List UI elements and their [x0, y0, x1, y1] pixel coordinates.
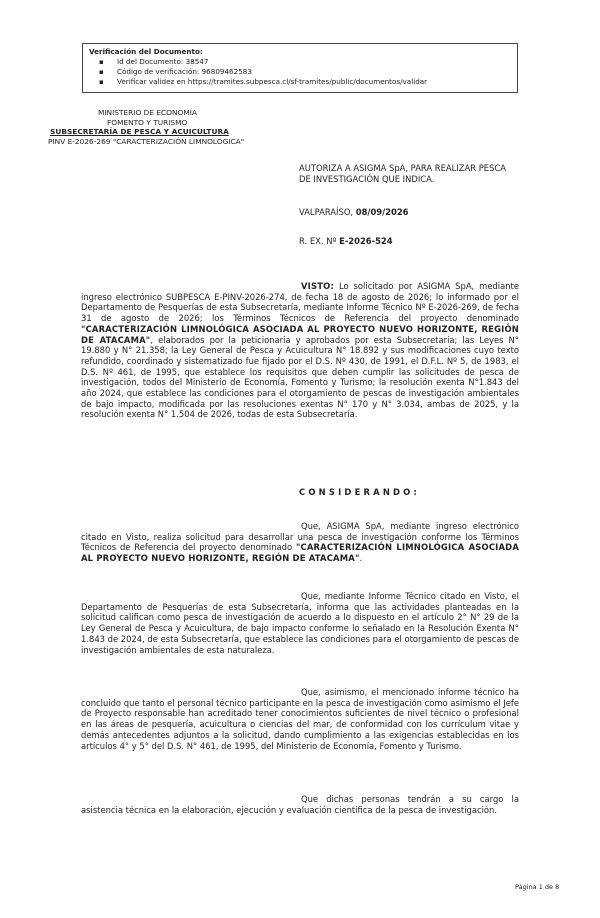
considerando-2-text: Que, mediante Informe Técnico citado en Visto, el Departamento de Pesquerías de esta Subsecretaría, informa que las actividades planteadas en la solicitud califican como pesca de investigación de acuerdo a lo dispuesto en el artículo 2° N° 29 de la Ley General de Pesca y Acuicultura, de bajo impacto conforme lo señalado en la Resolución Exenta N° 1.843 de 2024, de esta Subsecretaría, que establece las condiciones para el otorgamiento de pescas de investigación ambientales de esta naturaleza. — [81, 591, 519, 655]
considerando-paragraph-2 — [81, 591, 519, 655]
place-date — [299, 207, 409, 217]
considerando-paragraph-4 — [81, 794, 519, 815]
verification-url[interactable]: ▪ Verificar validez en https://tramites.subpesca.cl/sf-tramites/public/documentos/validar — [117, 77, 511, 87]
ministry-name: MINISTERIO DE ECONOMÍA — [98, 108, 197, 117]
considerando-1-text-b: . — [359, 553, 363, 564]
verification-code: ▪ Código de verificación: 96809462583 — [117, 67, 511, 77]
visto-project: "CARACTERIZACIÓN LIMNOLÓGICA ASOCIADA AL PROYECTO NUEVO HORIZONTE, REGIÓN DE ATACAMA" — [81, 323, 519, 345]
verification-id: ▪ Id del Documento: 38547 — [117, 57, 511, 67]
subsecretaria-name: SUBSECRETARÍA DE PESCA Y ACUICULTURA — [50, 127, 229, 137]
document-reference: PINV E-2026-269 "CARACTERIZACIÓN LIMNOLOGICA" — [48, 136, 245, 146]
page-number: Página 1 de 8 — [515, 883, 560, 891]
verification-list — [89, 57, 511, 87]
visto-text-a: Lo solicitado por ASIGMA SpA, mediante ingreso electrónico SUBPESCA E-PINV-2026-274, de fecha 18 de agosto de 2026; lo informado por el Departamento de Pesquerías de esta Subsecretaría, mediante Informe Técnico Nº E-2026-269, de fecha 31 de agosto de 2026; los Términos Técnicos de Referencia del proyecto denominado — [81, 281, 519, 324]
considerando-3-text: Que, asimismo, el mencionado informe técnico ha concluido que tanto el personal técnico participante en la pesca de investigación como asimismo el Jefe de Proyecto responsable han acreditado tener conocimientos suficientes de nivel técnico o profesional en las áreas de pesquería, acuicultura o ciencias del mar, de conformidad con los currículum vitae y demás antecedentes adjuntos a la solicitud, dando cumplimiento a las exigencias establecidas en los artículos 4° y 5° del D.S. N° 461, de 1995, del Ministerio de Economía, Fomento y Turismo. — [81, 687, 519, 751]
considerando-paragraph-3 — [81, 687, 519, 751]
considerando-1-text-a: Que, ASIGMA SpA, mediante ingreso electrónico citado en Visto, realiza solicitud para desarrollar una pesca de investigación conforme los Términos Técnicos de Referencia del proyecto denominado — [81, 521, 519, 553]
ministry-header — [50, 108, 244, 146]
date-value: 08/09/2026 — [355, 207, 409, 217]
considerando-4-text: Que dichas personas tendrán a su cargo la asistencia técnica en la elaboración, ejecución y evaluación científica de la pesca de investigación. — [81, 794, 519, 815]
ministry-sub: FOMENTO Y TURISMO — [107, 117, 188, 127]
verification-box — [82, 43, 518, 93]
considerando-paragraph-1 — [81, 521, 519, 564]
visto-paragraph — [81, 281, 519, 420]
resolution-label: R. EX. Nº — [299, 236, 337, 246]
place-label: VALPARAÍSO, — [299, 207, 354, 217]
considerando-heading: CONSIDERANDO: — [299, 487, 421, 497]
considerando-1-project: "CARACTERIZACIÓN LIMNOLÓGICA ASOCIADA AL PROYECTO NUEVO HORIZONTE, REGIÓN DE ATACAMA" — [81, 542, 519, 564]
visto-text-b: , elaborados por la peticionaria y aprobados por esta Subsecretaría; las Leyes N° 19.880 y N° 21.358; la Ley General de Pesca y Acuicultura N° 18.892 y sus modificaciones cuyo texto refundido, coordinado y sistematizado fue fijado por el D.S. Nº 430, de 1991, el D.F.L. Nº 5, de 1983, el D.S. Nº 461, de 1995, que establece los requisitos que deben cumplir las solicitudes de pesca de investigación, todos del Ministerio de Economía, Fomento y Turismo; la resolución exenta N°1.843 del año 2024, que establece las condiciones para el otorgamiento de pescas de investigación ambientales de bajo impacto, modificada por las resoluciones exentas N° 170 y N° 3.034, ambas de 2025, y la resolución exenta N° 1.504 de 2026, todas de esta Subsecretaría. — [81, 334, 519, 420]
resolution-number — [299, 236, 393, 246]
verification-title: Verificación del Documento: — [89, 47, 203, 56]
document-subject: AUTORIZA A ASIGMA SpA, PARA REALIZAR PESCA DE INVESTIGACIÓN QUE INDICA. — [299, 163, 506, 184]
resolution-value: E-2026-524 — [339, 236, 393, 246]
visto-label: VISTO: — [301, 281, 335, 291]
